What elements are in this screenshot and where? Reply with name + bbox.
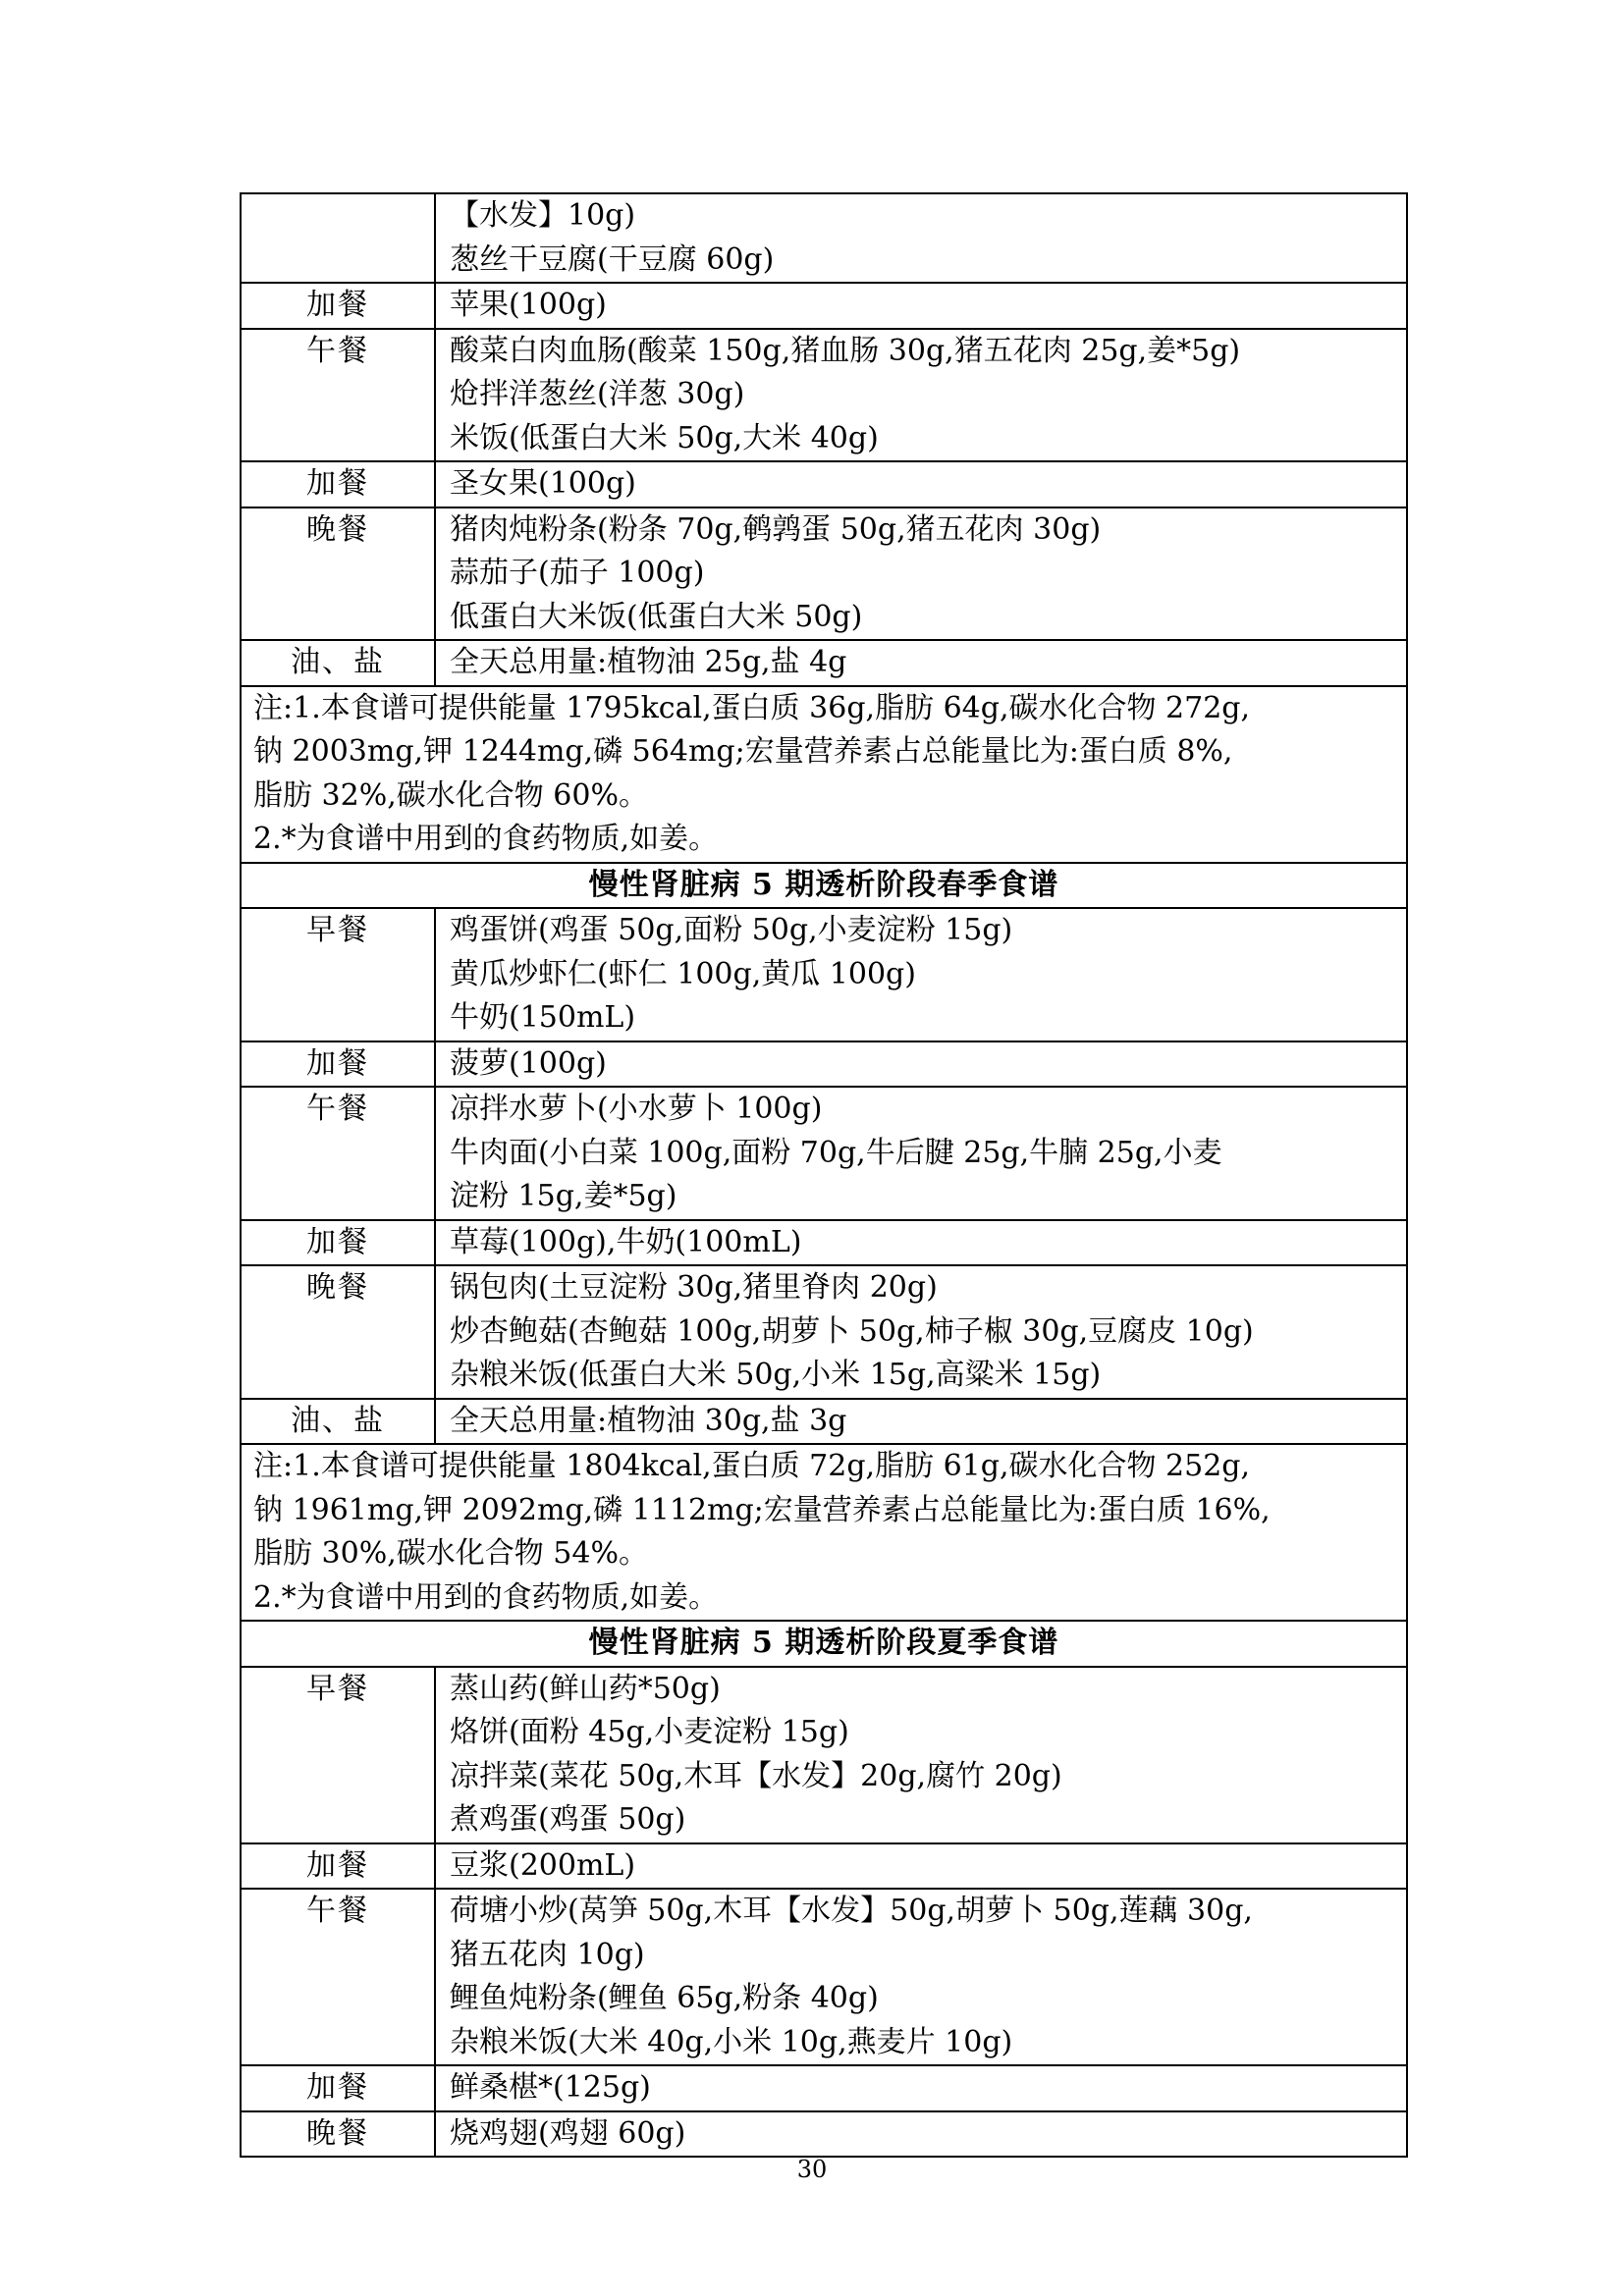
note-line: 钠 1961mg,钾 2092mg,磷 1112mg;宏量营养素占总能量比为:蛋白质 16%,: [253, 1492, 1271, 1527]
dish-cell: [435, 193, 1407, 283]
dish-line: 蒜茄子(茄子 100g): [450, 556, 705, 590]
meal-row: [241, 1667, 1407, 1843]
dish-line: 鸡蛋饼(鸡蛋 50g,面粉 50g,小麦淀粉 15g): [450, 913, 1013, 947]
dish-line: 煮鸡蛋(鸡蛋 50g): [450, 1802, 686, 1837]
meal-row: [241, 461, 1407, 507]
meal-row: [241, 1041, 1407, 1088]
dish-line: 黄瓜炒虾仁(虾仁 100g,黄瓜 100g): [450, 956, 916, 991]
dish-line: 牛肉面(小白菜 100g,面粉 70g,牛后腱 25g,牛腩 25g,小麦: [450, 1135, 1222, 1170]
dish-line: 牛奶(150mL): [450, 1000, 636, 1035]
dish-cell: [435, 2111, 1407, 2158]
meal-row: [241, 1843, 1407, 1890]
meal-name: 加餐: [241, 1843, 435, 1890]
note-line: 注:1.本食谱可提供能量 1804kcal,蛋白质 72g,脂肪 61g,碳水化合物 252g,: [253, 1449, 1251, 1483]
meal-row: [241, 1265, 1407, 1399]
meal-row: [241, 1889, 1407, 2065]
dish-line: 鲜桑椹*(125g): [450, 2070, 651, 2105]
section-heading-row: [241, 863, 1407, 909]
meal-name: 加餐: [241, 2065, 435, 2111]
dish-cell: [435, 1265, 1407, 1399]
meal-name: 早餐: [241, 1667, 435, 1843]
meal-row: [241, 1399, 1407, 1445]
nutrition-note: [241, 1444, 1407, 1621]
dish-line: 【水发】10g): [450, 198, 636, 233]
dish-cell: [435, 461, 1407, 507]
dish-line: 锅包肉(土豆淀粉 30g,猪里脊肉 20g): [450, 1270, 938, 1305]
dish-line: 豆浆(200mL): [450, 1847, 636, 1883]
dish-cell: [435, 1667, 1407, 1843]
meal-name: 午餐: [241, 1087, 435, 1220]
meal-row: [241, 2065, 1407, 2111]
dish-line: 凉拌水萝卜(小水萝卜 100g): [450, 1092, 823, 1126]
section-heading: 慢性肾脏病 5 期透析阶段春季食谱: [241, 863, 1407, 909]
dish-line: 炝拌洋葱丝(洋葱 30g): [450, 377, 745, 411]
meal-row: [241, 193, 1407, 283]
meal-name: 午餐: [241, 329, 435, 462]
dish-cell: [435, 283, 1407, 329]
page-number: 30: [796, 2156, 828, 2183]
meal-name: 晚餐: [241, 1265, 435, 1399]
note-line: 脂肪 30%,碳水化合物 54%。: [253, 1536, 648, 1571]
note-line: 注:1.本食谱可提供能量 1795kcal,蛋白质 36g,脂肪 64g,碳水化合物 272g,: [253, 690, 1251, 725]
dish-cell: [435, 329, 1407, 462]
dish-line: 凉拌菜(菜花 50g,木耳【水发】20g,腐竹 20g): [450, 1758, 1062, 1793]
note-row: [241, 1444, 1407, 1621]
meal-name: 午餐: [241, 1889, 435, 2065]
meal-name: 加餐: [241, 1041, 435, 1088]
meal-row: [241, 283, 1407, 329]
menu-table: [240, 192, 1408, 2158]
dish-cell: [435, 1041, 1407, 1088]
dish-cell: [435, 1087, 1407, 1220]
note-row: [241, 686, 1407, 863]
note-line: 脂肪 32%,碳水化合物 60%。: [253, 777, 648, 813]
section-heading-row: [241, 1621, 1407, 1667]
dish-line: 全天总用量:植物油 30g,盐 3g: [450, 1403, 847, 1438]
dish-cell: [435, 1220, 1407, 1266]
meal-name: 晚餐: [241, 2111, 435, 2158]
dish-cell: [435, 2065, 1407, 2111]
dish-line: 杂粮米饭(低蛋白大米 50g,小米 15g,高粱米 15g): [450, 1358, 1102, 1392]
dish-line: 蒸山药(鲜山药*50g): [450, 1671, 721, 1706]
dish-cell: [435, 908, 1407, 1041]
dish-line: 低蛋白大米饭(低蛋白大米 50g): [450, 599, 863, 634]
meal-name: 加餐: [241, 1220, 435, 1266]
meal-name: [241, 193, 435, 283]
meal-name: 油、盐: [241, 1399, 435, 1445]
dish-cell: [435, 1889, 1407, 2065]
dish-cell: [435, 1399, 1407, 1445]
dish-line: 圣女果(100g): [450, 466, 636, 501]
dish-line: 炒杏鲍菇(杏鲍菇 100g,胡萝卜 50g,柿子椒 30g,豆腐皮 10g): [450, 1313, 1254, 1349]
meal-row: [241, 507, 1407, 641]
meal-row: [241, 640, 1407, 686]
dish-line: 葱丝干豆腐(干豆腐 60g): [450, 241, 775, 277]
dish-line: 酸菜白肉血肠(酸菜 150g,猪血肠 30g,猪五花肉 25g,姜*5g): [450, 333, 1241, 368]
note-line: 2.*为食谱中用到的食药物质,如姜。: [253, 822, 719, 856]
dish-line: 荷塘小炒(莴笋 50g,木耳【水发】50g,胡萝卜 50g,莲藕 30g,: [450, 1894, 1253, 1928]
note-line: 2.*为食谱中用到的食药物质,如姜。: [253, 1579, 719, 1615]
dish-cell: [435, 507, 1407, 641]
dish-line: 全天总用量:植物油 25g,盐 4g: [450, 645, 847, 679]
dish-line: 淀粉 15g,姜*5g): [450, 1179, 677, 1213]
meal-name: 晚餐: [241, 507, 435, 641]
dish-line: 烧鸡翅(鸡翅 60g): [450, 2115, 686, 2151]
meal-row: [241, 1087, 1407, 1220]
meal-row: [241, 329, 1407, 462]
note-line: 钠 2003mg,钾 1244mg,磷 564mg;宏量营养素占总能量比为:蛋白质 8%,: [253, 734, 1233, 769]
meal-row: [241, 908, 1407, 1041]
dish-line: 米饭(低蛋白大米 50g,大米 40g): [450, 420, 879, 455]
meal-name: 加餐: [241, 461, 435, 507]
section-heading: 慢性肾脏病 5 期透析阶段夏季食谱: [241, 1621, 1407, 1667]
nutrition-note: [241, 686, 1407, 863]
dish-line: 菠萝(100g): [450, 1045, 607, 1081]
dish-line: 猪五花肉 10g): [450, 1937, 645, 1972]
dish-line: 杂粮米饭(大米 40g,小米 10g,燕麦片 10g): [450, 2024, 1013, 2059]
meal-name: 早餐: [241, 908, 435, 1041]
meal-row: [241, 1220, 1407, 1266]
dish-line: 草莓(100g),牛奶(100mL): [450, 1224, 802, 1259]
meal-name: 加餐: [241, 283, 435, 329]
dish-line: 鲤鱼炖粉条(鲤鱼 65g,粉条 40g): [450, 1981, 879, 2015]
meal-name: 油、盐: [241, 640, 435, 686]
dish-line: 猪肉炖粉条(粉条 70g,鹌鹑蛋 50g,猪五花肉 30g): [450, 511, 1102, 547]
dish-cell: [435, 1843, 1407, 1890]
meal-row: [241, 2111, 1407, 2158]
dish-cell: [435, 640, 1407, 686]
dish-line: 苹果(100g): [450, 288, 607, 322]
dish-line: 烙饼(面粉 45g,小麦淀粉 15g): [450, 1715, 849, 1749]
